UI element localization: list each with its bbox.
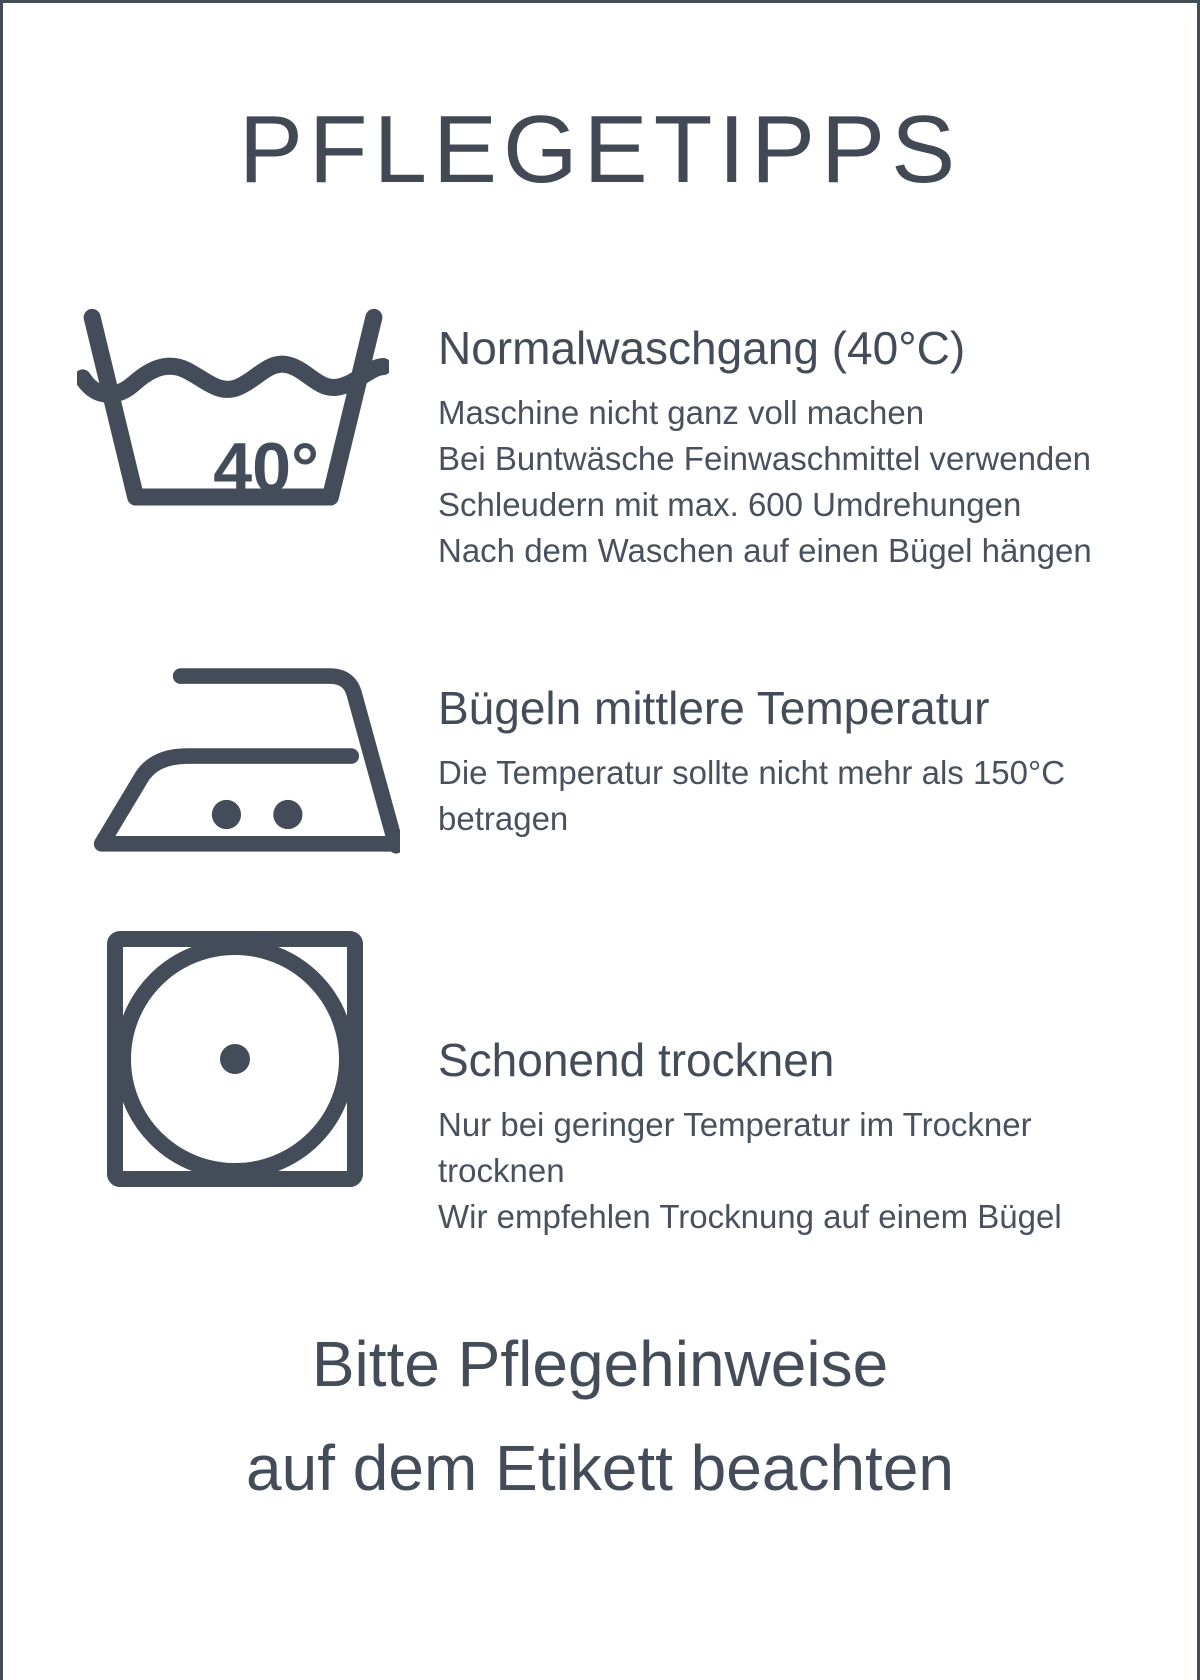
wash-section-line: Bei Buntwäsche Feinwaschmittel verwenden <box>438 440 1091 478</box>
iron-section-line: Die Temperatur sollte nicht mehr als 150°C <box>438 754 1066 792</box>
dry-section-heading: Schonend trocknen <box>438 1034 835 1086</box>
iron-section-line: betragen <box>438 800 569 838</box>
dry-section-text <box>438 1033 1128 1240</box>
dry-section-line: Nur bei geringer Temperatur im Trockner <box>438 1106 1032 1144</box>
footer-note <box>3 1313 1197 1520</box>
wash-temperature-label: 40° <box>213 428 319 507</box>
iron-section-heading: Bügeln mittlere Temperatur <box>438 682 990 734</box>
wash-tub-40-icon <box>77 306 389 516</box>
dry-section-line: trocknen <box>438 1152 565 1190</box>
dry-section-line: Wir empfehlen Trocknung auf einem Bügel <box>438 1198 1062 1236</box>
footer-line: Bitte Pflegehinweise <box>311 1328 889 1400</box>
wash-section-heading: Normalwaschgang (40°C) <box>438 322 966 374</box>
wash-section-text <box>438 321 1128 574</box>
page-title: PFLEGETIPPS <box>238 96 962 203</box>
wash-section-line: Schleudern mit max. 600 Umdrehungen <box>438 486 1022 524</box>
wash-section-line: Nach dem Waschen auf einen Bügel hängen <box>438 532 1092 570</box>
iron-medium-temperature-icon <box>88 658 400 858</box>
wash-section-line: Maschine nicht ganz voll machen <box>438 394 925 432</box>
iron-section-text <box>438 681 1128 842</box>
footer-line: auf dem Etikett beachten <box>246 1431 954 1504</box>
tumble-dry-low-icon <box>105 929 365 1189</box>
